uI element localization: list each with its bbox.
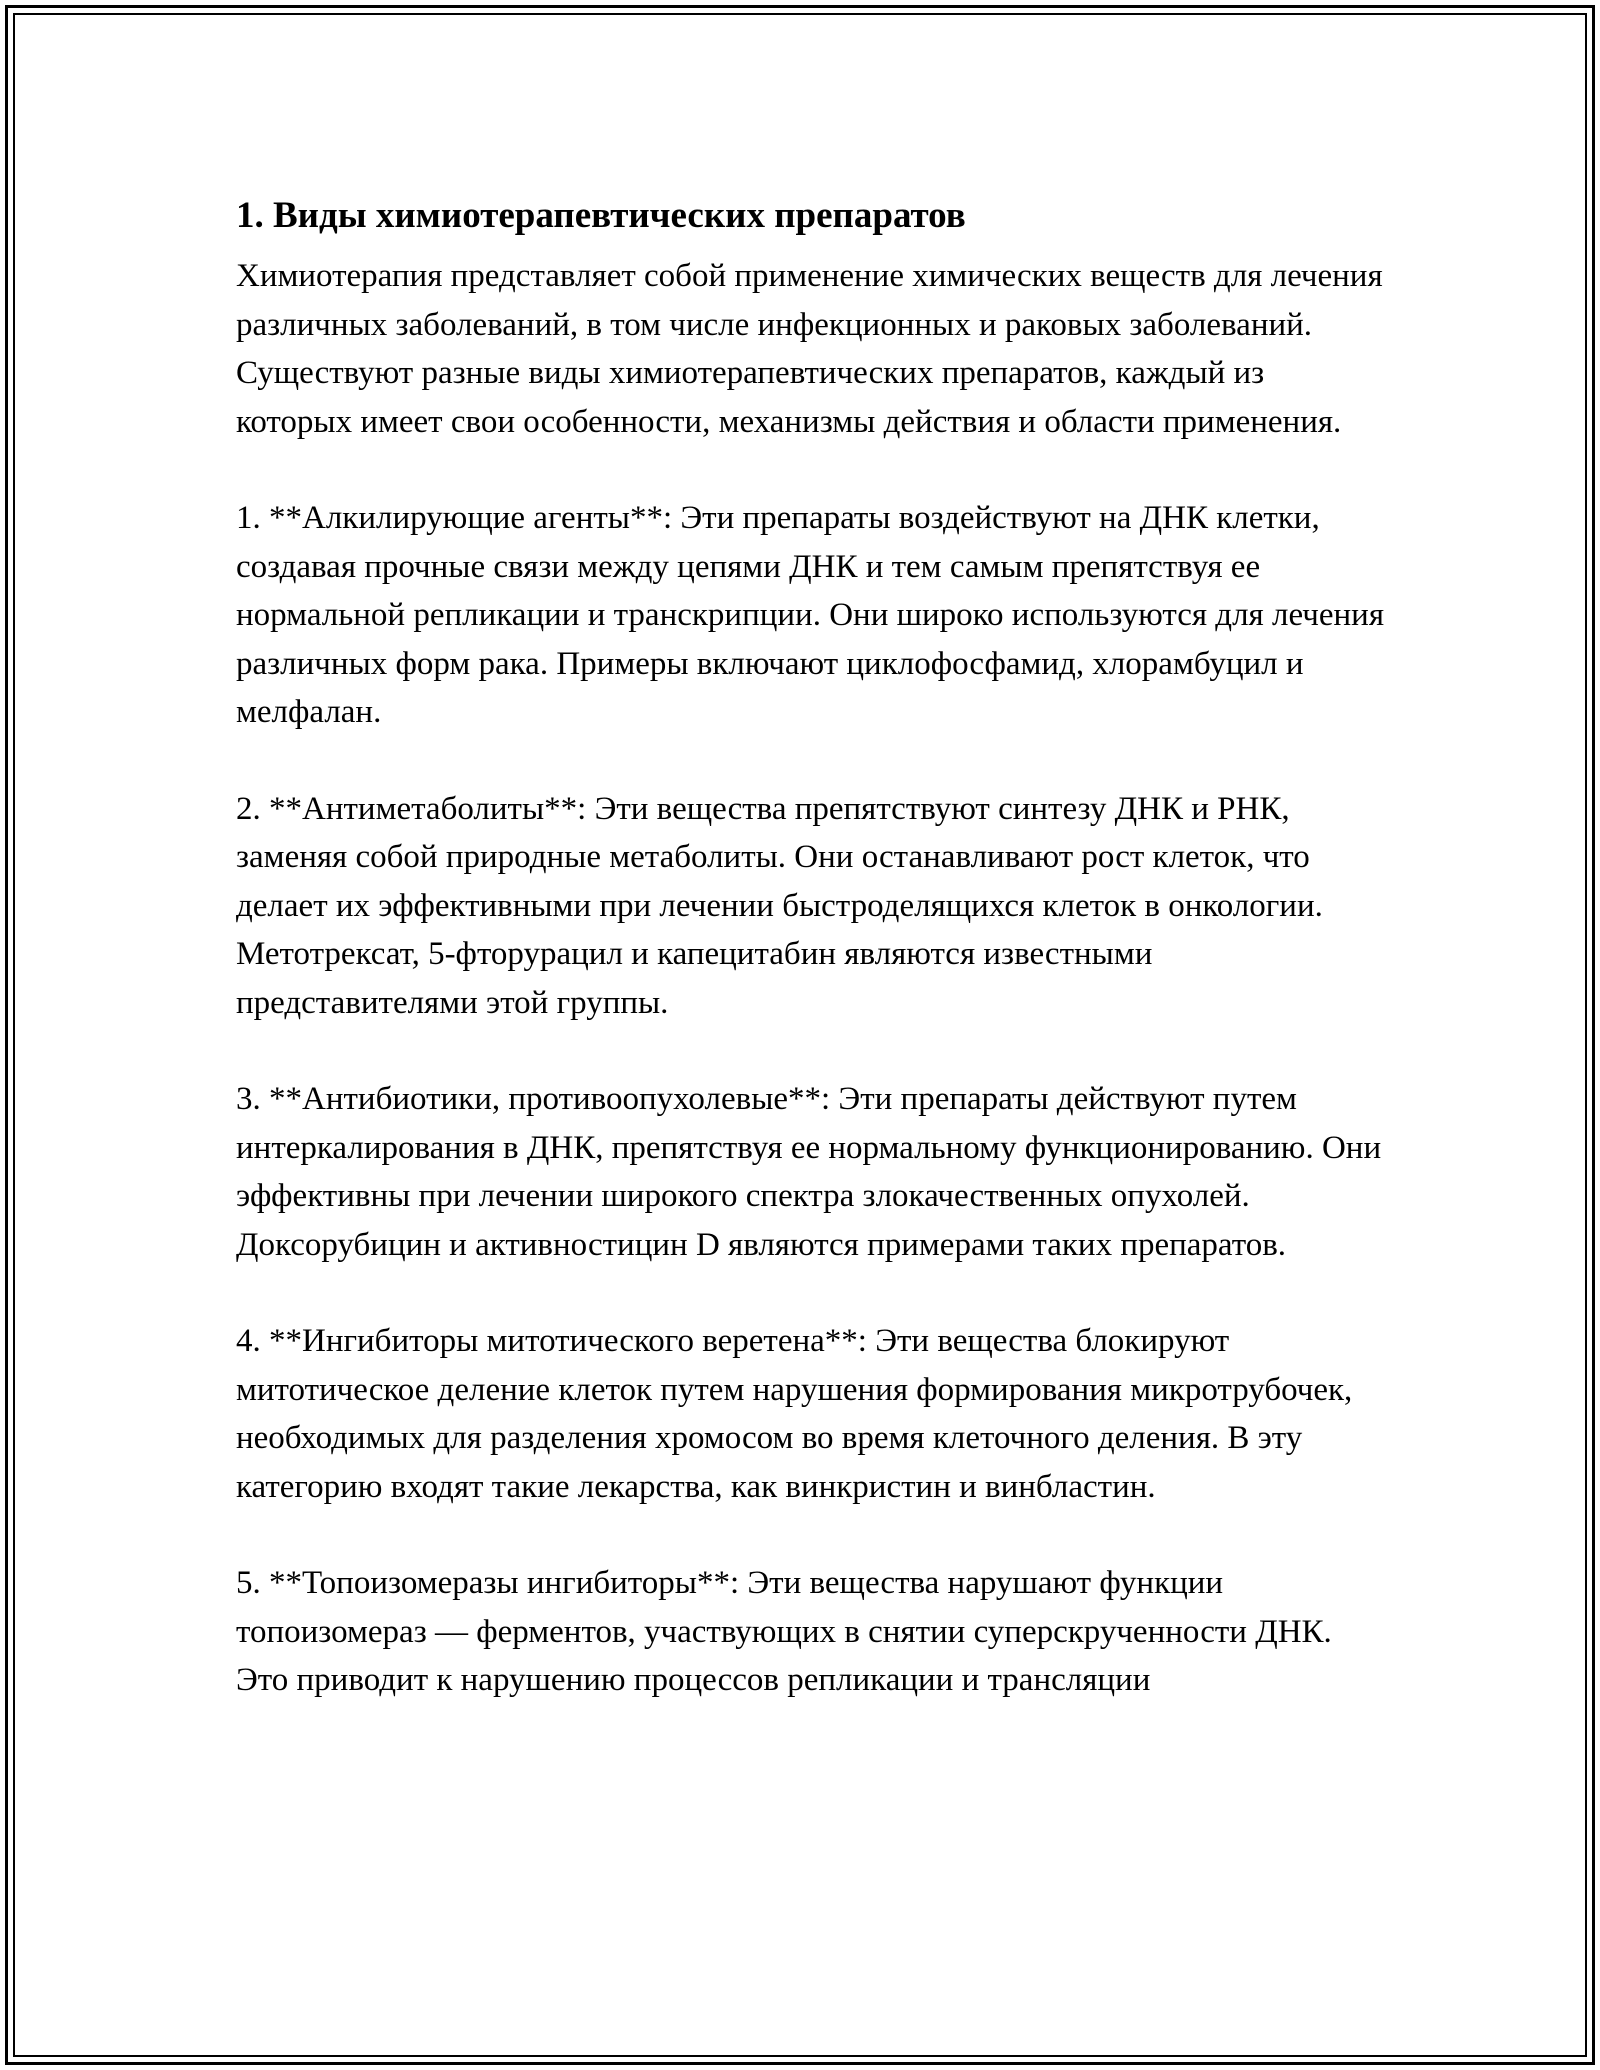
paragraph-antitumor-antibiotics: 3. **Антибиотики, противоопухолевые**: Эти препараты действуют путем интеркалирования в ДНК, препятствуя ее нормальному функционированию. Они эффективны при лечении широкого спектра злокачественных опухолей. Доксорубицин и активностицин D являются примерами таких препаратов. [236,1081,1382,1263]
document-body [236,184,1386,1753]
paragraph-mitotic-spindle-inhibitors: 4. **Ингибиторы митотического веретена**: Эти вещества блокируют митотическое деление клеток путем нарушения формирования микротрубочек, необходимых для разделения хромосом во время клеточного деления. В эту категорию входят такие лекарства, как винкристин и винбластин. [236,1323,1353,1505]
paragraph-antimetabolites: 2. **Антиметаболиты**: Эти вещества препятствуют синтезу ДНК и РНК, заменяя собой природные метаболиты. Они останавливают рост клеток, что делает их эффективными при лечении быстроделящихся клеток в онкологии. Метотрексат, 5-фторурацил и капецитабин являются известными представителями этой группы. [236,790,1323,1021]
paragraph-alkylating-agents: 1. **Алкилирующие агенты**: Эти препараты воздействуют на ДНК клетки, создавая прочные связи между цепями ДНК и тем самым препятствуя ее нормальной репликации и транскрипции. Они широко используются для лечения различных форм рака. Примеры включают циклофосфамид, хлорамбуцил и мелфалан. [236,500,1385,730]
intro-paragraph: Химиотерапия представляет собой применение химических веществ для лечения различных заболеваний, в том числе инфекционных и раковых заболеваний. Существуют разные виды химиотерапевтических препаратов, каждый из которых имеет свои особенности, механизмы действия и области применения. [236,258,1383,440]
paragraph-topoisomerase-inhibitors: 5. **Топоизомеразы ингибиторы**: Эти вещества нарушают функции топоизомераз — ферментов, участвующих в снятии суперскрученности ДНК. Это приводит к нарушению процессов репликации и трансляции [236,1565,1332,1698]
section-title: 1. Виды химиотерапевтических препаратов [236,195,966,236]
